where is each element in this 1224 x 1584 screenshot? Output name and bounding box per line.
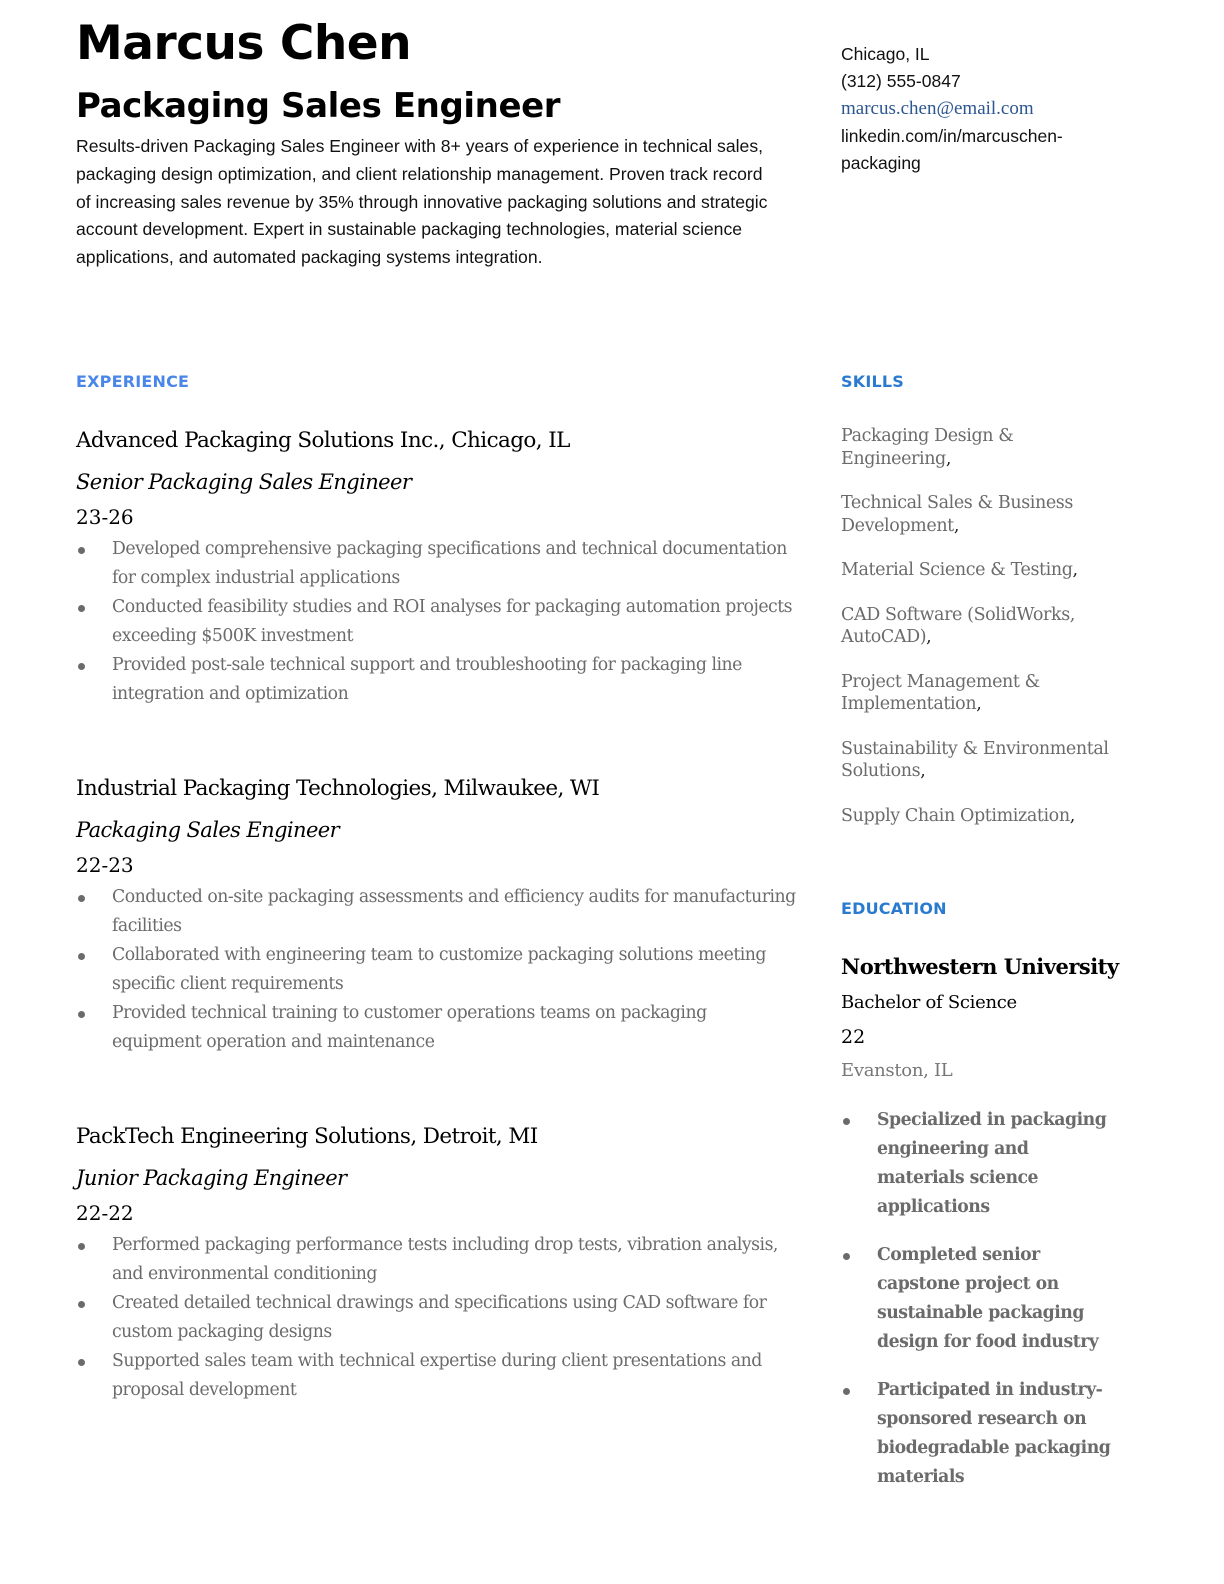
bullet-icon bbox=[78, 953, 85, 960]
skill-text: Sustainability & Environmental Solutions bbox=[841, 738, 1109, 781]
skill-text: Technical Sales & Business Development bbox=[841, 493, 1073, 536]
education-bullet bbox=[841, 1376, 1121, 1492]
job-title: Packaging Sales Engineer bbox=[76, 86, 561, 126]
job-bullet bbox=[76, 593, 796, 651]
job-bullet bbox=[76, 1231, 796, 1289]
job-company: Advanced Packaging Solutions Inc., Chicago, IL bbox=[76, 428, 570, 453]
skill-separator: , bbox=[953, 515, 959, 536]
job-role: Packaging Sales Engineer bbox=[76, 818, 340, 842]
school-location: Evanston, IL bbox=[841, 1060, 953, 1081]
degree: Bachelor of Science bbox=[841, 992, 1017, 1013]
school-name: Northwestern University bbox=[841, 954, 1119, 979]
bullet-icon bbox=[78, 547, 85, 554]
summary: Results-driven Packaging Sales Engineer with 8+ years of experience in technical sales, packaging design optimization, and client relationship management. Proven track record of increasing sales revenue by 35% through innovative packaging solutions and strategic account development. Expert in sustainable packaging technologies, material science applications, and automated packaging systems integration. bbox=[76, 136, 768, 268]
job-bullet bbox=[76, 999, 796, 1057]
job-bullet-text: Supported sales team with technical expertise during client presentations and proposal development bbox=[112, 1351, 762, 1400]
job-bullets bbox=[76, 883, 796, 1057]
skill-item bbox=[841, 671, 1121, 716]
job-bullet-text: Created detailed technical drawings and specifications using CAD software for custom packaging designs bbox=[112, 1293, 767, 1342]
skill-separator: , bbox=[945, 448, 952, 469]
job-dates: 22-23 bbox=[76, 853, 134, 877]
job-bullet-text: Provided post-sale technical support and troubleshooting for packaging line integration and optimization bbox=[112, 655, 742, 704]
education-entry bbox=[841, 953, 1121, 1511]
education-bullet bbox=[841, 1241, 1121, 1357]
graduation-year: 22 bbox=[841, 1026, 866, 1048]
skill-item bbox=[841, 738, 1121, 783]
skill-text: CAD Software (SolidWorks, AutoCAD) bbox=[841, 604, 1075, 647]
job-entry bbox=[76, 774, 796, 1057]
skill-item bbox=[841, 559, 1121, 582]
bullet-icon bbox=[78, 1359, 85, 1366]
job-company: PackTech Engineering Solutions, Detroit, MI bbox=[76, 1124, 538, 1149]
job-entry bbox=[76, 426, 796, 709]
job-bullet bbox=[76, 883, 796, 941]
education-bullet-text: Completed senior capstone project on sustainable packaging design for food industry bbox=[877, 1245, 1099, 1352]
skill-separator: , bbox=[976, 694, 982, 714]
education-bullet-text: Specialized in packaging engineering and materials science applications bbox=[877, 1110, 1107, 1217]
education-bullet-text: Participated in industry-sponsored research on biodegradable packaging materials bbox=[877, 1380, 1111, 1487]
skill-item bbox=[841, 604, 1121, 649]
skill-text: Project Management & Implementation bbox=[841, 671, 1040, 714]
contact-location: Chicago, IL bbox=[841, 44, 930, 64]
skill-item bbox=[841, 492, 1121, 537]
job-bullet bbox=[76, 535, 796, 593]
job-dates: 22-22 bbox=[76, 1201, 134, 1225]
skill-text: Material Science & Testing bbox=[841, 560, 1073, 580]
bullet-icon bbox=[843, 1388, 850, 1395]
education-bullets bbox=[841, 1106, 1121, 1492]
job-bullet bbox=[76, 651, 796, 709]
job-bullet-text: Developed comprehensive packaging specifications and technical documentation for complex industrial applications bbox=[112, 539, 787, 588]
bullet-icon bbox=[78, 605, 85, 612]
skills-list bbox=[841, 425, 1121, 849]
bullet-icon bbox=[78, 1011, 85, 1018]
bullet-icon bbox=[78, 895, 85, 902]
education-bullet bbox=[841, 1106, 1121, 1222]
job-bullet-text: Conducted feasibility studies and ROI analyses for packaging automation projects exceeding $500K investment bbox=[112, 597, 793, 646]
experience-heading: EXPERIENCE bbox=[76, 372, 190, 391]
skill-text: Packaging Design & Engineering bbox=[841, 426, 1014, 469]
education-heading: EDUCATION bbox=[841, 899, 947, 918]
candidate-name: Marcus Chen bbox=[76, 16, 412, 71]
job-bullets bbox=[76, 1231, 796, 1405]
skill-separator: , bbox=[920, 761, 926, 781]
job-bullet-text: Provided technical training to customer operations teams on packaging equipment operation and maintenance bbox=[112, 1003, 707, 1052]
job-entry bbox=[76, 1122, 796, 1405]
job-dates: 23-26 bbox=[76, 505, 134, 529]
contact-email-link[interactable]: marcus.chen@email.com bbox=[841, 98, 1034, 120]
job-bullet-text: Conducted on-site packaging assessments and efficiency audits for manufacturing facilities bbox=[112, 887, 796, 936]
contact-linkedin: linkedin.com/in/marcuschen-packaging bbox=[841, 125, 1063, 173]
skill-separator: , bbox=[1072, 560, 1078, 580]
job-bullet bbox=[76, 1289, 796, 1347]
bullet-icon bbox=[843, 1118, 850, 1125]
job-bullet bbox=[76, 941, 796, 999]
bullet-icon bbox=[78, 663, 85, 670]
skill-item bbox=[841, 805, 1121, 828]
job-role: Senior Packaging Sales Engineer bbox=[76, 470, 412, 494]
bullet-icon bbox=[78, 1243, 85, 1250]
bullet-icon bbox=[78, 1301, 85, 1308]
job-bullets bbox=[76, 535, 796, 709]
job-bullet bbox=[76, 1347, 796, 1405]
job-company: Industrial Packaging Technologies, Milwaukee, WI bbox=[76, 776, 600, 801]
bullet-icon bbox=[843, 1253, 850, 1260]
skill-separator: , bbox=[926, 627, 932, 647]
skills-heading: SKILLS bbox=[841, 372, 904, 391]
skill-item bbox=[841, 425, 1121, 470]
skill-separator: , bbox=[1069, 805, 1075, 826]
contact-phone: (312) 555-0847 bbox=[841, 71, 961, 92]
job-bullet-text: Performed packaging performance tests including drop tests, vibration analysis, and environmental conditioning bbox=[112, 1235, 778, 1284]
skill-text: Supply Chain Optimization bbox=[841, 805, 1070, 826]
contact-block bbox=[841, 41, 1101, 177]
job-role: Junior Packaging Engineer bbox=[76, 1166, 347, 1190]
job-bullet-text: Collaborated with engineering team to customize packaging solutions meeting specific client requirements bbox=[112, 945, 766, 994]
